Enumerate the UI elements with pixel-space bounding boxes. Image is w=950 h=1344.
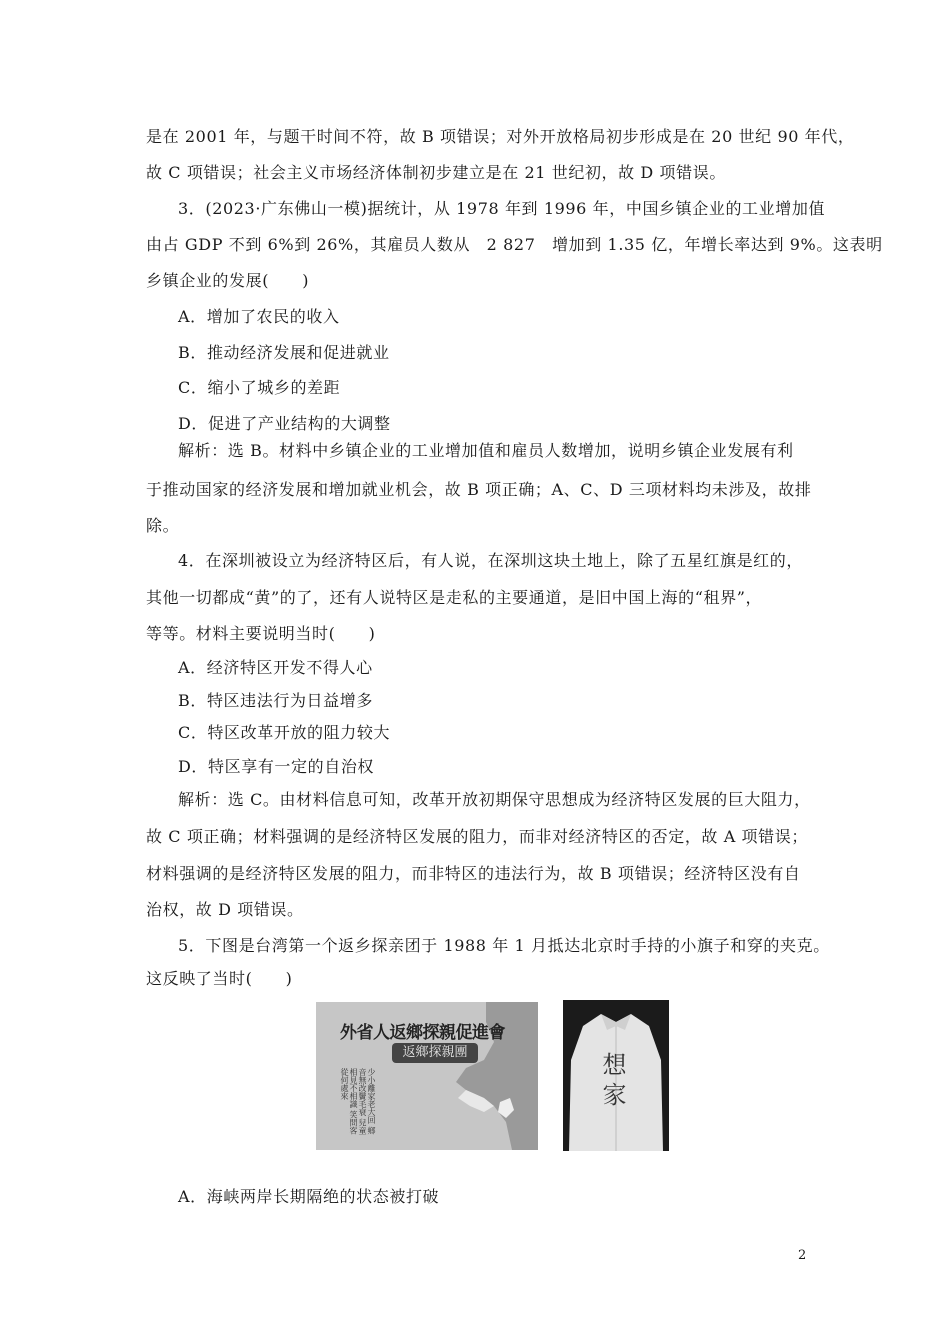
text-line: 除。: [146, 516, 180, 535]
option-c: C．特区改革开放的阻力较大: [178, 723, 391, 742]
text-line: 其他一切都成“黄”的了，还有人说特区是走私的主要通道，是旧中国上海的“租界”，: [146, 588, 763, 607]
page-number: 2: [798, 1248, 807, 1263]
text-line: 这反映了当时( ): [146, 969, 293, 988]
text-line: 故 C 项错误；社会主义市场经济体制初步建立是在 21 世纪初，故 D 项错误。: [146, 163, 726, 182]
option-b: B．特区违法行为日益增多: [178, 691, 373, 710]
text-line: 故 C 项正确；材料强调的是经济特区发展的阻力，而非对经济特区的否定，故 A 项错误；: [146, 827, 808, 846]
text-line: 治权，故 D 项错误。: [146, 900, 304, 919]
jacket-text: 想家: [598, 1052, 626, 1112]
option-c: C．缩小了城乡的差距: [178, 378, 341, 397]
analysis: 解析：选 B。材料中乡镇企业的工业增加值和雇员人数增加，说明乡镇企业发展有利: [178, 441, 794, 460]
flag-subtitle: 返鄉探親團: [392, 1043, 478, 1063]
option-a: A．增加了农民的收入: [178, 307, 340, 326]
text-line: 等等。材料主要说明当时( ): [146, 624, 376, 643]
analysis: 解析：选 C。由材料信息可知，改革开放初期保守思想成为经济特区发展的巨大阻力，: [178, 790, 811, 809]
option-a: A．海峡两岸长期隔绝的状态被打破: [178, 1187, 440, 1206]
text-line: 是在 2001 年，与题干时间不符，故 B 项错误；对外开放格局初步形成是在 20 世纪 90 年代，: [146, 127, 855, 146]
flag-photo: [316, 1002, 538, 1150]
option-d: D．特区享有一定的自治权: [178, 757, 375, 776]
option-a: A．经济特区开发不得人心: [178, 658, 373, 677]
text-line: 于推动国家的经济发展和增加就业机会，故 B 项正确；A、C、D 三项材料均未涉及，故排: [146, 480, 812, 499]
text-line: 材料强调的是经济特区发展的阻力，而非特区的违法行为，故 B 项错误；经济特区没有自: [146, 864, 801, 883]
question-4-stem: 4．在深圳被设立为经济特区后，有人说，在深圳这块土地上，除了五星红旗是红的，: [178, 551, 803, 570]
text-line: 乡镇企业的发展( ): [146, 271, 310, 290]
text-line: 由占 GDP 不到 6%到 26%，其雇员人数从 2 827 增加到 1.35 亿，年增长率达到 9%。这表明: [146, 235, 883, 254]
flag-title: 外省人返鄉探親促進會: [340, 1023, 505, 1043]
question-3-stem: 3．(2023·广东佛山一模)据统计，从 1978 年到 1996 年，中国乡镇企业的工业增加值: [178, 199, 826, 218]
flag-poem: 少小離家老大回 鄉音無改鬢毛衰 兒童相見不相識 笑問客從何處來: [340, 1068, 376, 1135]
jacket-photo: [563, 1000, 669, 1151]
option-b: B．推动经济发展和促进就业: [178, 343, 390, 362]
question-5-stem: 5．下图是台湾第一个返乡探亲团于 1988 年 1 月抵达北京时手持的小旗子和穿的夹克。: [178, 936, 830, 955]
option-d: D．促进了产业结构的大调整: [178, 414, 391, 433]
